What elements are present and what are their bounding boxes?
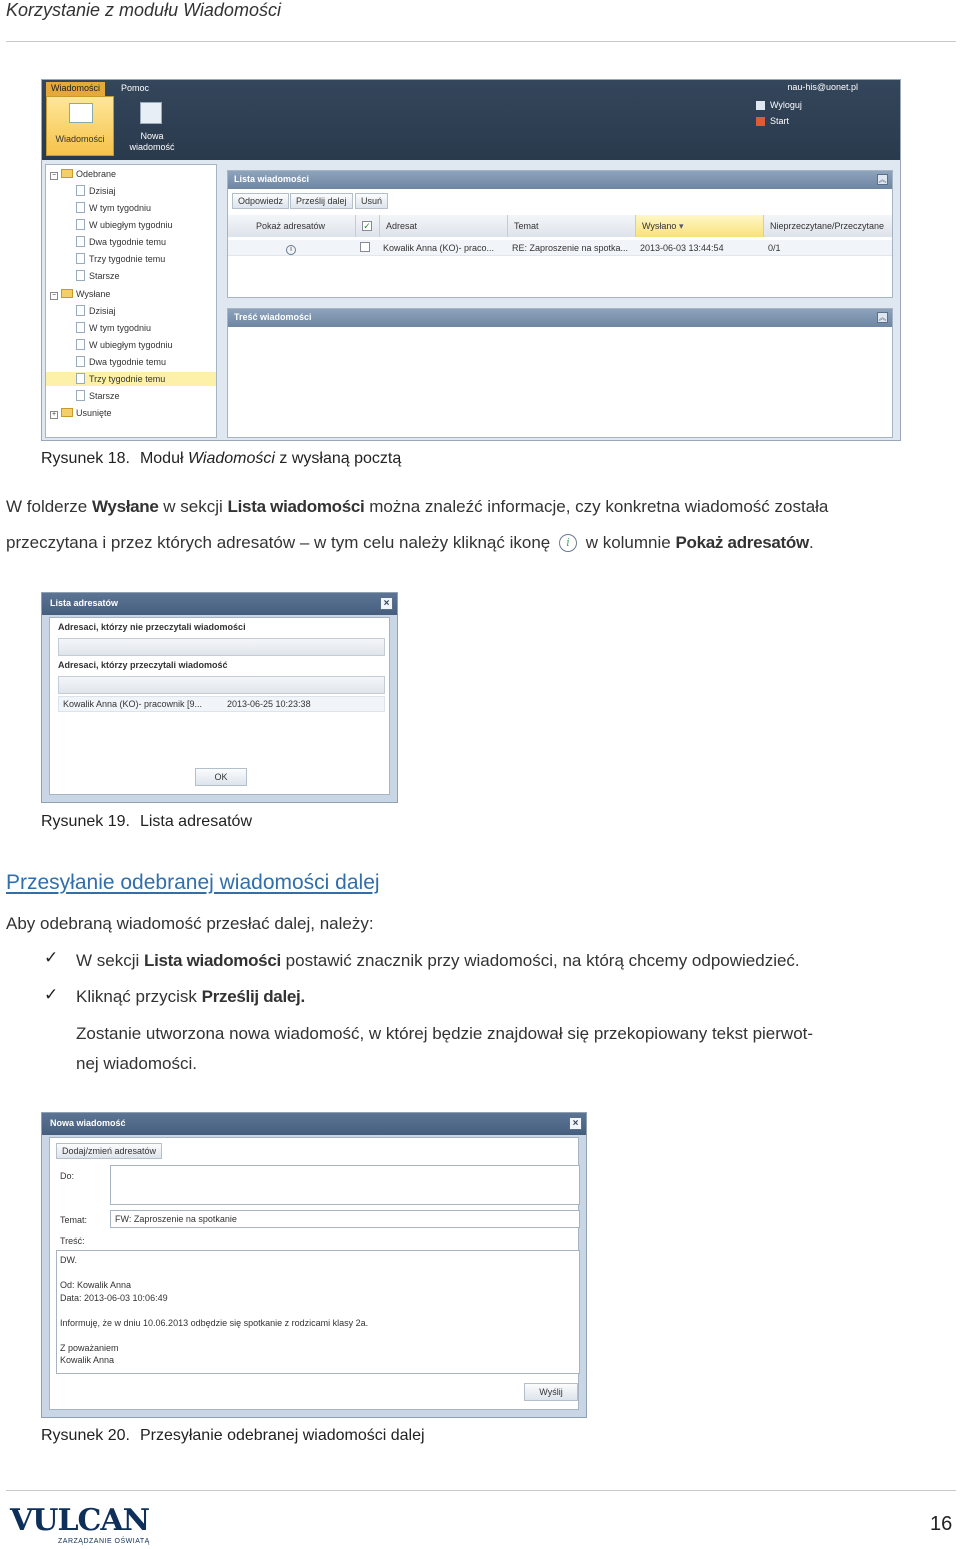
add-recipients-button[interactable]: Dodaj/zmień adresatów <box>56 1143 162 1159</box>
subject-field[interactable]: FW: Zaproszenie na spotkanie <box>110 1210 580 1228</box>
body-textarea[interactable] <box>56 1250 580 1374</box>
figure-20-caption: Rysunek 20. Przesyłanie odebranej wiadomości dalej <box>41 1427 425 1444</box>
header-divider <box>6 41 956 42</box>
tree-item[interactable]: Starsze <box>76 389 120 403</box>
document-icon <box>76 339 85 350</box>
body-text-line: Informuję, że w dniu 10.06.2013 odbędzie się spotkanie z rodzicami klasy 2a. <box>60 1317 369 1328</box>
tree-folder-sent[interactable]: − Wysłane <box>51 289 111 299</box>
message-content-panel <box>227 308 893 438</box>
panel-title: Lista wiadomości <box>228 171 892 189</box>
read-list-header <box>58 676 385 694</box>
logout-link[interactable] <box>770 100 802 110</box>
close-icon[interactable]: × <box>380 597 393 610</box>
document-icon <box>76 253 85 264</box>
show-recipients-info-icon[interactable]: i <box>286 241 300 255</box>
tree-item[interactable]: Dzisiaj <box>76 184 116 198</box>
body-text-line <box>60 1329 576 1342</box>
dialog-body <box>49 1137 579 1410</box>
figure-19-caption: Rysunek 19. Lista adresatów <box>41 813 252 830</box>
col-read-status[interactable]: Nieprzeczytane/Przeczytane <box>764 215 892 237</box>
new-message-icon <box>140 102 162 124</box>
col-checkbox[interactable] <box>356 215 380 237</box>
start-label: Start <box>770 116 790 126</box>
document-icon <box>76 236 85 247</box>
note-line: nej wiadomości. <box>76 1054 197 1073</box>
row-read-count: 0/1 <box>768 243 781 253</box>
col-show-recipients[interactable]: Pokaż adresatów <box>228 215 356 237</box>
document-icon <box>76 185 85 196</box>
expand-icon[interactable]: + <box>51 411 57 418</box>
row-date: 2013-06-25 10:23:38 <box>227 699 311 709</box>
unread-section-label: Adresaci, którzy nie przeczytali wiadomości <box>58 622 246 632</box>
messages-ribbon-label: Wiadomości <box>55 134 105 144</box>
close-icon[interactable]: × <box>569 1117 582 1130</box>
collapse-icon[interactable]: − <box>51 172 57 179</box>
check-all-icon[interactable]: ✓ <box>363 221 371 231</box>
note-line: Zostanie utworzona nowa wiadomość, w której będzie znajdował się przekopiowany tekst pierwot- <box>76 1024 814 1043</box>
footer-divider <box>6 1490 956 1491</box>
paragraph-line: przeczytana i przez których adresatów – w tym celu należy kliknąć ikonę i w kolumnie Pokaż adresatów. <box>6 533 814 552</box>
row-subject: RE: Zaproszenie na spotka... <box>512 243 629 253</box>
body-text-line: Kowalik Anna <box>60 1355 115 1365</box>
col-subject[interactable]: Temat <box>508 215 636 237</box>
body-text-line <box>60 1267 576 1280</box>
bullet-item: Kliknąć przycisk Prześlij dalej. <box>76 987 305 1006</box>
subject-label: Temat: <box>60 1215 88 1225</box>
page-header-title: Korzystanie z modułu Wiadomości <box>6 0 281 20</box>
reply-button[interactable]: Odpowiedz <box>232 193 289 209</box>
dialog-body <box>49 617 390 795</box>
message-list-panel <box>227 170 893 298</box>
vulcan-logo: VULCAN <box>10 1503 150 1538</box>
collapse-panel-icon[interactable]: ︽ <box>878 175 887 184</box>
checkmark-icon: ✓ <box>44 948 59 967</box>
document-icon <box>76 373 85 384</box>
sort-desc-icon: ▾ <box>678 221 684 231</box>
tab-help[interactable]: Pomoc <box>121 83 150 93</box>
figure-20-new-message-dialog <box>41 1112 587 1418</box>
col-recipient[interactable]: Adresat <box>380 215 508 237</box>
tree-item[interactable]: W tym tygodniu <box>76 201 151 215</box>
table-row[interactable] <box>58 696 385 712</box>
tree-folder-received[interactable]: − Odebrane <box>51 169 117 179</box>
to-label: Do: <box>60 1171 75 1181</box>
figure-19-recipients-dialog <box>41 592 398 803</box>
new-message-label: Nowa wiadomość <box>129 131 175 152</box>
read-section-label: Adresaci, którzy przeczytali wiadomość <box>58 660 228 670</box>
delete-button[interactable]: Usuń <box>355 193 388 209</box>
document-icon <box>76 322 85 333</box>
tree-item-selected[interactable]: Trzy tygodnie temu <box>46 372 216 386</box>
send-button[interactable]: Wyślij <box>524 1383 578 1401</box>
row-checkbox[interactable] <box>360 241 374 255</box>
new-message-ribbon-button[interactable] <box>120 98 184 156</box>
body-label: Treść: <box>60 1236 85 1246</box>
row-sent-date: 2013-06-03 13:44:54 <box>640 243 724 253</box>
row-recipient: Kowalik Anna (KO)- praco... <box>383 243 495 253</box>
tree-item[interactable]: Dzisiaj <box>76 304 116 318</box>
collapse-icon[interactable]: − <box>51 292 57 299</box>
document-icon <box>76 202 85 213</box>
tree-item[interactable]: W ubiegłym tygodniu <box>76 338 173 352</box>
to-field[interactable] <box>110 1165 580 1205</box>
vulcan-logo-tagline: ZARZĄDZANIE OŚWIATĄ <box>58 1538 150 1545</box>
body-text-line: DW. <box>60 1255 77 1265</box>
document-icon <box>76 219 85 230</box>
info-icon: i <box>559 534 577 552</box>
home-icon <box>756 117 765 126</box>
tree-item[interactable]: Starsze <box>76 269 120 283</box>
document-icon <box>76 270 85 281</box>
collapse-panel-icon[interactable]: ︽ <box>878 313 887 322</box>
figure-18-screenshot <box>41 79 901 441</box>
tab-messages[interactable]: Wiadomości <box>46 82 105 96</box>
col-sent[interactable]: Wysłano ▾ <box>636 215 764 237</box>
start-link[interactable] <box>770 116 789 126</box>
messages-ribbon-button[interactable] <box>46 96 114 156</box>
document-icon <box>76 305 85 316</box>
section-intro: Aby odebraną wiadomość przesłać dalej, należy: <box>6 914 374 933</box>
bullet-item: W sekcji Lista wiadomości postawić znacznik przy wiadomości, na którą chcemy odpowiedzieć. <box>76 951 800 970</box>
panel-title: Treść wiadomości <box>228 309 892 327</box>
folder-icon <box>61 289 73 298</box>
body-text-line: Od: Kowalik Anna <box>60 1280 132 1290</box>
section-heading: Przesyłanie odebranej wiadomości dalej <box>6 871 380 894</box>
tree-folder-deleted[interactable]: + Usunięte <box>51 408 112 418</box>
tree-item[interactable]: W tym tygodniu <box>76 321 151 335</box>
user-email: nau-his@uonet.pl <box>787 82 858 92</box>
tree-item[interactable]: Dwa tygodnie temu <box>76 355 166 369</box>
checkmark-icon: ✓ <box>44 985 59 1004</box>
row-name: Kowalik Anna (KO)- pracownik [9... <box>63 699 203 709</box>
tree-item[interactable]: W ubiegłym tygodniu <box>76 218 173 232</box>
logout-label: Wyloguj <box>770 100 802 110</box>
document-icon <box>76 390 85 401</box>
body-text-line: Z poważaniem <box>60 1342 119 1353</box>
page-number: 16 <box>930 1513 953 1535</box>
unread-list <box>58 638 385 656</box>
envelope-icon <box>69 103 93 123</box>
folder-icon <box>61 169 73 178</box>
tree-item[interactable]: Dwa tygodnie temu <box>76 235 166 249</box>
app-top-bar <box>42 80 900 160</box>
figure-18-caption: Rysunek 18. Moduł Wiadomości z wysłaną pocztą <box>41 450 402 467</box>
ok-button[interactable]: OK <box>195 768 247 786</box>
paragraph-line: W folderze Wysłane w sekcji Lista wiadomości można znaleźć informacje, czy konkretna wiadomość została <box>6 497 829 516</box>
body-text-line <box>60 1304 576 1317</box>
folder-tree <box>45 164 217 438</box>
body-text-line: Data: 2013-06-03 10:06:49 <box>60 1292 168 1303</box>
document-icon <box>76 356 85 367</box>
dialog-title: Nowa wiadomość <box>42 1113 586 1135</box>
forward-button[interactable]: Prześlij dalej <box>290 193 353 209</box>
lock-icon <box>756 101 765 110</box>
dialog-title: Lista adresatów <box>42 593 397 615</box>
folder-icon <box>61 408 73 417</box>
tree-item[interactable]: Trzy tygodnie temu <box>76 252 165 266</box>
